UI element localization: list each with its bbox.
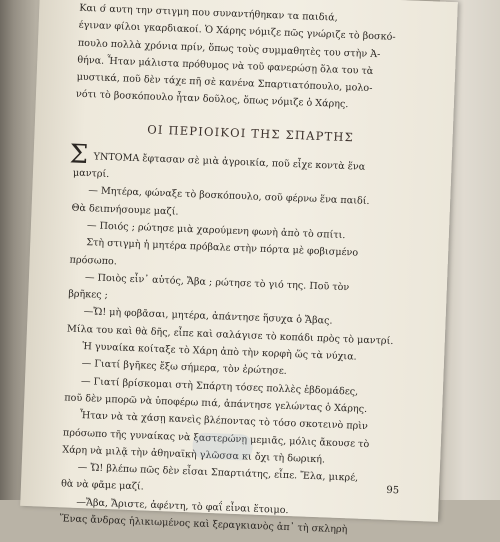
text-line: ποῦ δὲν μπορῶ νὰ ὑποφέρω πιά, ἀπάντησε γελώντας ὁ Χάρης. [64, 392, 368, 415]
text-line: — Ὤ! βλέπω πῶς δὲν εἶσαι Σπαρτιάτης, εἶπε. Ἔλα, μικρέ, [77, 462, 359, 484]
chapter-title: ΟΙ ΠΕΡΙΟΙΚΟΙ ΤΗΣ ΣΠΑΡΤΗΣ [147, 122, 355, 145]
text-line: μυστικά, ποῦ δὲν τάχε πῆ σὲ κανένα Σπαρτιατόπουλο, μολο- [76, 71, 373, 95]
text-line: Ἦταν νὰ τὰ χάσῃ κανεὶς βλέποντας τὸ τόσο σκοτεινὸ πρὶν [79, 410, 369, 433]
text-line: θὰ νὰ φᾶμε μαζί. [60, 478, 145, 493]
text-line: Στὴ στιγμὴ ἡ μητέρα πρόβαλε στὴν πόρτα μὲ φοβισμένο [86, 237, 359, 259]
text-line: έγιναν φίλοι γκαρδιακοί. Ὁ Χάρης νόμιζε πῶς γνώριζε τὸ βοσκό- [78, 19, 396, 44]
text-line: Χάρη νὰ μιλᾷ τὴν ἀθηναϊκὴ γλῶσσα κι ὄχι τὴ δωρική. [62, 444, 326, 466]
text-line: Θὰ δειπνήσουμε μαζί. [71, 202, 179, 218]
book-page [20, 0, 458, 536]
text-line: πρόσωπο τῆς γυναίκας νὰ ξαστερώνῃ μεμιᾶς, μόλις ἄκουσε τὸ [62, 426, 370, 450]
text-line: Ἕνας ἄνδρας ἡλικιωμένος καὶ ξεραγκιανὸς ἀπ᾿ τὴ σκληρὴ [59, 513, 348, 536]
first-line-text: ΥΝΤΟΜΑ ἔφτασαν σὲ μιὰ ἀγροικία, ποῦ εἶχε κοντὰ ἕνα [93, 151, 366, 173]
text-line: —Ἄβα, Ἄριστε, ἀφέντη, τὸ φαΐ εἶναι ἕτοιμο. [76, 496, 289, 516]
text-line: — Γιατί βγῆκες ἔξω σήμερα, τὸν ἐρώτησε. [81, 358, 288, 378]
text-line: Μίλα του καὶ θὰ δῆς, εἶπε καὶ σαλάγισε τὸ κοπάδι πρὸς τὸ μαντρί. [66, 323, 394, 347]
chapter-body [59, 165, 425, 541]
text-line: νότι τὸ βοσκόπουλο ἦταν δοῦλος, ὅπως νόμιζε ὁ Χάρης. [75, 89, 349, 111]
page-number: 95 [386, 484, 400, 497]
text-line: Ἡ γυναίκα κοίταξε τὸ Χάρη ἀπὸ τὴν κορφὴ ὥς τὰ νύχια. [82, 341, 357, 363]
drop-cap: Σ [69, 139, 89, 170]
text-line: — Ποιός ; ρώτησε μιὰ χαρούμενη φωνὴ ἀπὸ τὸ σπίτι. [86, 220, 346, 242]
text-line: μαντρί. [72, 167, 110, 181]
text-line: Και σ́ αυτη την στιγμη που συναντήθηκαν τα παιδιά, [79, 2, 339, 24]
ink-stamp [192, 432, 253, 460]
text-line: — Ποιὸς εἶν᾿ αὐτός, Ἄβα ; ρώτησε τὸ γιό της. Ποῦ τὸν [84, 271, 350, 294]
text-line: —Ὤ! μὴ φοβᾶσαι, μητέρα, ἀπάντησε ἥσυχα ὁ Ἄβας. [83, 306, 333, 328]
text-line: — Μητέρα, φώναξε τὸ βοσκόπουλο, σοῦ φέρνω ἕνα παιδί. [88, 185, 370, 208]
text-line: πουλο πολλὰ χρόνια πρίν, ὅπως τοὺς συμμαθητὲς του στὴν Ἀ- [77, 37, 381, 60]
text-line: πρόσωπο. [69, 254, 118, 267]
text-line: — Γιατί βρίσκομαι στὴ Σπάρτη τόσες πολλὲς ἑβδομάδες, [80, 375, 359, 398]
text-line: βρῆκες ; [68, 288, 109, 302]
page-text [59, 0, 431, 541]
text-line: θήνα. Ἦταν μάλιστα πρόθυμος νὰ τοῦ φανερώσῃ ὅλα του τὰ [77, 54, 374, 77]
